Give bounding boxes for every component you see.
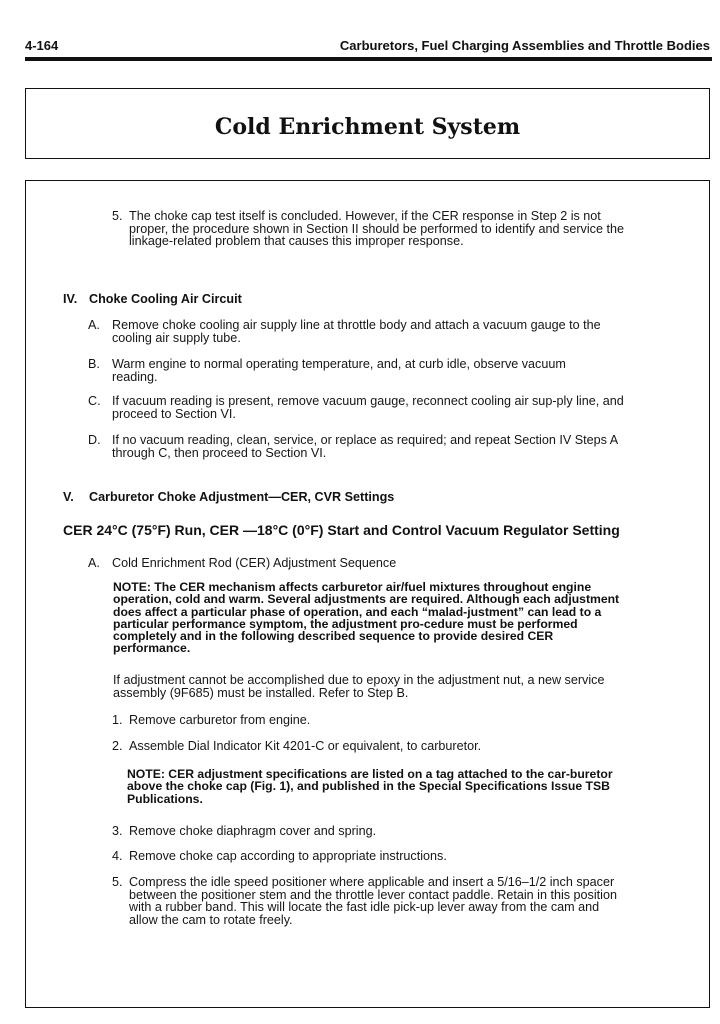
section-number: V.	[63, 490, 74, 504]
step-number: 2.	[112, 739, 123, 753]
step-number: 5.	[112, 209, 123, 223]
section-number: IV.	[63, 292, 78, 306]
title-box	[25, 88, 710, 159]
list-item	[88, 434, 648, 462]
step-item	[112, 714, 642, 730]
item-letter: A.	[88, 556, 100, 570]
step-item	[112, 876, 642, 930]
list-item	[88, 319, 648, 347]
item-text: If vacuum reading is present, remove vacuum gauge, reconnect cooling air sup-ply line, and proceed to Section VI.	[112, 394, 624, 421]
page-title: Cold Enrichment System	[214, 113, 521, 140]
step-text: Remove choke cap according to appropriate instructions.	[129, 849, 447, 863]
step-number: 1.	[112, 713, 123, 727]
item-text: Remove choke cooling air supply line at throttle body and attach a vacuum gauge to the cooling air supply tube.	[112, 318, 601, 345]
step-number: 5.	[112, 875, 123, 889]
list-item	[88, 557, 648, 573]
content-box	[25, 180, 710, 1008]
item-letter: B.	[88, 357, 100, 371]
page-number: 4-164	[25, 38, 59, 53]
step-text: The choke cap test itself is concluded. However, if the CER response in Step 2 is not proper, the procedure shown in Section II should be performed to identify and service the linkage-related problem that causes this improper response.	[129, 209, 624, 249]
item-letter: D.	[88, 433, 101, 447]
paragraph-epoxy: If adjustment cannot be accomplished due to epoxy in the adjustment nut, a new service assembly (9F685) must be installed. Refer to Step B.	[113, 673, 605, 700]
step-item	[112, 850, 642, 866]
step-item	[112, 825, 642, 841]
section-v-subheading: CER 24°C (75°F) Run, CER —18°C (0°F) Start and Control Vacuum Regulator Setting	[63, 522, 620, 538]
page-header	[25, 38, 710, 58]
section-v-heading	[63, 490, 563, 506]
item-text: Cold Enrichment Rod (CER) Adjustment Sequence	[112, 556, 397, 570]
item-letter: A.	[88, 318, 100, 332]
step-text: Remove choke diaphragm cover and spring.	[129, 824, 377, 838]
item-letter: C.	[88, 394, 101, 408]
step-number: 3.	[112, 824, 123, 838]
section-iv-heading	[63, 292, 363, 308]
list-item	[88, 395, 648, 423]
item-text: If no vacuum reading, clean, service, or replace as required; and repeat Section IV Steps A through C, then proceed to Section VI.	[112, 433, 618, 460]
step-text: Assemble Dial Indicator Kit 4201-C or equivalent, to carburetor.	[129, 739, 482, 753]
step-text: Compress the idle speed positioner where applicable and insert a 5/16–1/2 inch spacer between the positioner stem and the throttle lever contact paddle. Retain in this position with a rubber band. This will locate the fast idle pick-up lever away from the cam and allow the cam to rotate freely.	[129, 875, 617, 927]
running-title: Carburetors, Fuel Charging Assemblies and Throttle Bodies	[339, 38, 710, 53]
note-cer-mechanism: NOTE: The CER mechanism affects carburetor air/fuel mixtures throughout engine operation, cold and warm. Several adjustments are required. Although each adjustment does affect a particular phase of operation, and each “malad-justment” can lead to a particular performance symptom, the adjustment pro-cedure must be performed completely and in the following described sequence to provide desired CER performance.	[113, 580, 620, 656]
step-text: Remove carburetor from engine.	[129, 713, 311, 727]
section-title: Carburetor Choke Adjustment—CER, CVR Settings	[89, 490, 395, 504]
list-item	[88, 358, 648, 386]
item-text: Warm engine to normal operating temperature, and, at curb idle, observe vacuum reading.	[112, 357, 566, 384]
header-rule	[25, 57, 712, 61]
step-item	[112, 740, 642, 756]
note-cer-specs: NOTE: CER adjustment specifications are listed on a tag attached to the car-buretor above the choke cap (Fig. 1), and published in the Special Specifications Issue TSB Publications.	[127, 767, 613, 806]
section-title: Choke Cooling Air Circuit	[89, 292, 242, 306]
intro-step	[112, 210, 642, 262]
step-number: 4.	[112, 849, 123, 863]
